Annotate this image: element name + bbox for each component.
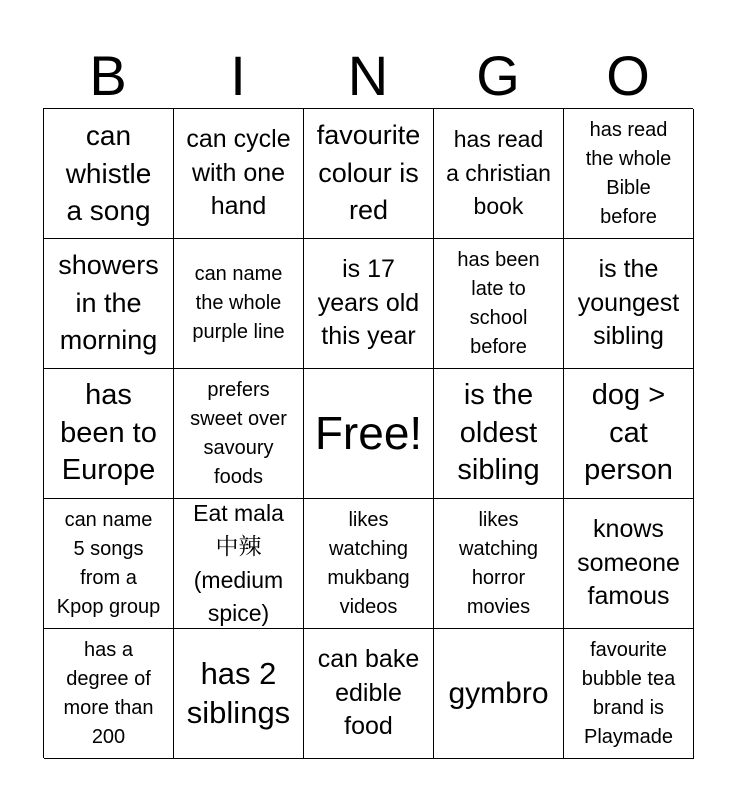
bingo-cell-text: has read the whole Bible before	[585, 118, 672, 228]
bingo-cell-text: can cycle with one hand	[186, 124, 291, 221]
bingo-cell[interactable]	[434, 239, 564, 369]
free-space-text: Free!	[314, 407, 423, 460]
bingo-cell[interactable]	[434, 369, 564, 499]
bingo-cell[interactable]	[564, 499, 694, 629]
bingo-cell-text: has a degree of more than 200	[63, 638, 154, 748]
bingo-cell[interactable]	[564, 109, 694, 239]
bingo-cell[interactable]	[564, 629, 694, 759]
bingo-cell[interactable]	[434, 499, 564, 629]
free-space-cell[interactable]	[304, 369, 434, 499]
bingo-cell-text: can bake edible food	[317, 644, 420, 741]
bingo-cell[interactable]	[304, 629, 434, 759]
bingo-cell-text: has read a christian book	[446, 126, 551, 220]
bingo-cell[interactable]	[434, 629, 564, 759]
bingo-cell-text: favourite colour is red	[316, 119, 421, 226]
bingo-card-grid	[43, 108, 693, 758]
header-letter-o: O	[606, 44, 650, 107]
bingo-cell[interactable]	[44, 369, 174, 499]
bingo-cell[interactable]	[44, 629, 174, 759]
bingo-cell[interactable]	[174, 629, 304, 759]
bingo-cell-text: has been to Europe	[60, 378, 157, 487]
bingo-cell[interactable]	[564, 239, 694, 369]
bingo-cell-text: likes watching mukbang videos	[327, 508, 410, 618]
bingo-cell-text: prefers sweet over savoury foods	[190, 378, 287, 488]
bingo-cell[interactable]	[174, 239, 304, 369]
bingo-cell[interactable]	[44, 239, 174, 369]
header-letter-g: G	[476, 44, 520, 107]
bingo-cell[interactable]	[174, 369, 304, 499]
bingo-cell[interactable]	[304, 239, 434, 369]
header-letter-i: I	[230, 44, 246, 107]
header-letter-b: B	[89, 44, 127, 107]
bingo-cell-text: is 17 years old this year	[317, 254, 420, 351]
bingo-cell[interactable]	[564, 369, 694, 499]
bingo-cell-text: gymbro	[448, 677, 549, 710]
bingo-header	[43, 44, 693, 108]
bingo-cell[interactable]	[304, 109, 434, 239]
bingo-cell-text: dog > cat person	[584, 378, 673, 487]
bingo-cell-text: Eat mala 中辣 (medium spice)	[193, 499, 284, 626]
bingo-cell-text: knows someone famous	[577, 514, 680, 611]
bingo-cell-text: has been late to school before	[457, 248, 540, 358]
bingo-cell[interactable]	[174, 109, 304, 239]
bingo-cell-text: is the oldest sibling	[457, 378, 540, 487]
bingo-cell-text: can name the whole purple line	[192, 263, 285, 343]
bingo-cell-text: can whistle a song	[65, 119, 152, 227]
bingo-cell[interactable]	[44, 499, 174, 629]
bingo-cell-text: is the youngest sibling	[577, 254, 680, 351]
bingo-cell-text: favourite bubble tea brand is Playmade	[581, 638, 676, 748]
bingo-cell[interactable]	[174, 499, 304, 629]
bingo-cell[interactable]	[434, 109, 564, 239]
bingo-cell-text: showers in the morning	[58, 249, 159, 356]
bingo-cell[interactable]	[304, 499, 434, 629]
bingo-cell-text: likes watching horror movies	[459, 508, 538, 618]
header-letter-n: N	[347, 44, 389, 107]
bingo-cell[interactable]	[44, 109, 174, 239]
bingo-cell-text: has 2 siblings	[186, 655, 291, 730]
bingo-cell-text: can name 5 songs from a Kpop group	[56, 508, 161, 618]
